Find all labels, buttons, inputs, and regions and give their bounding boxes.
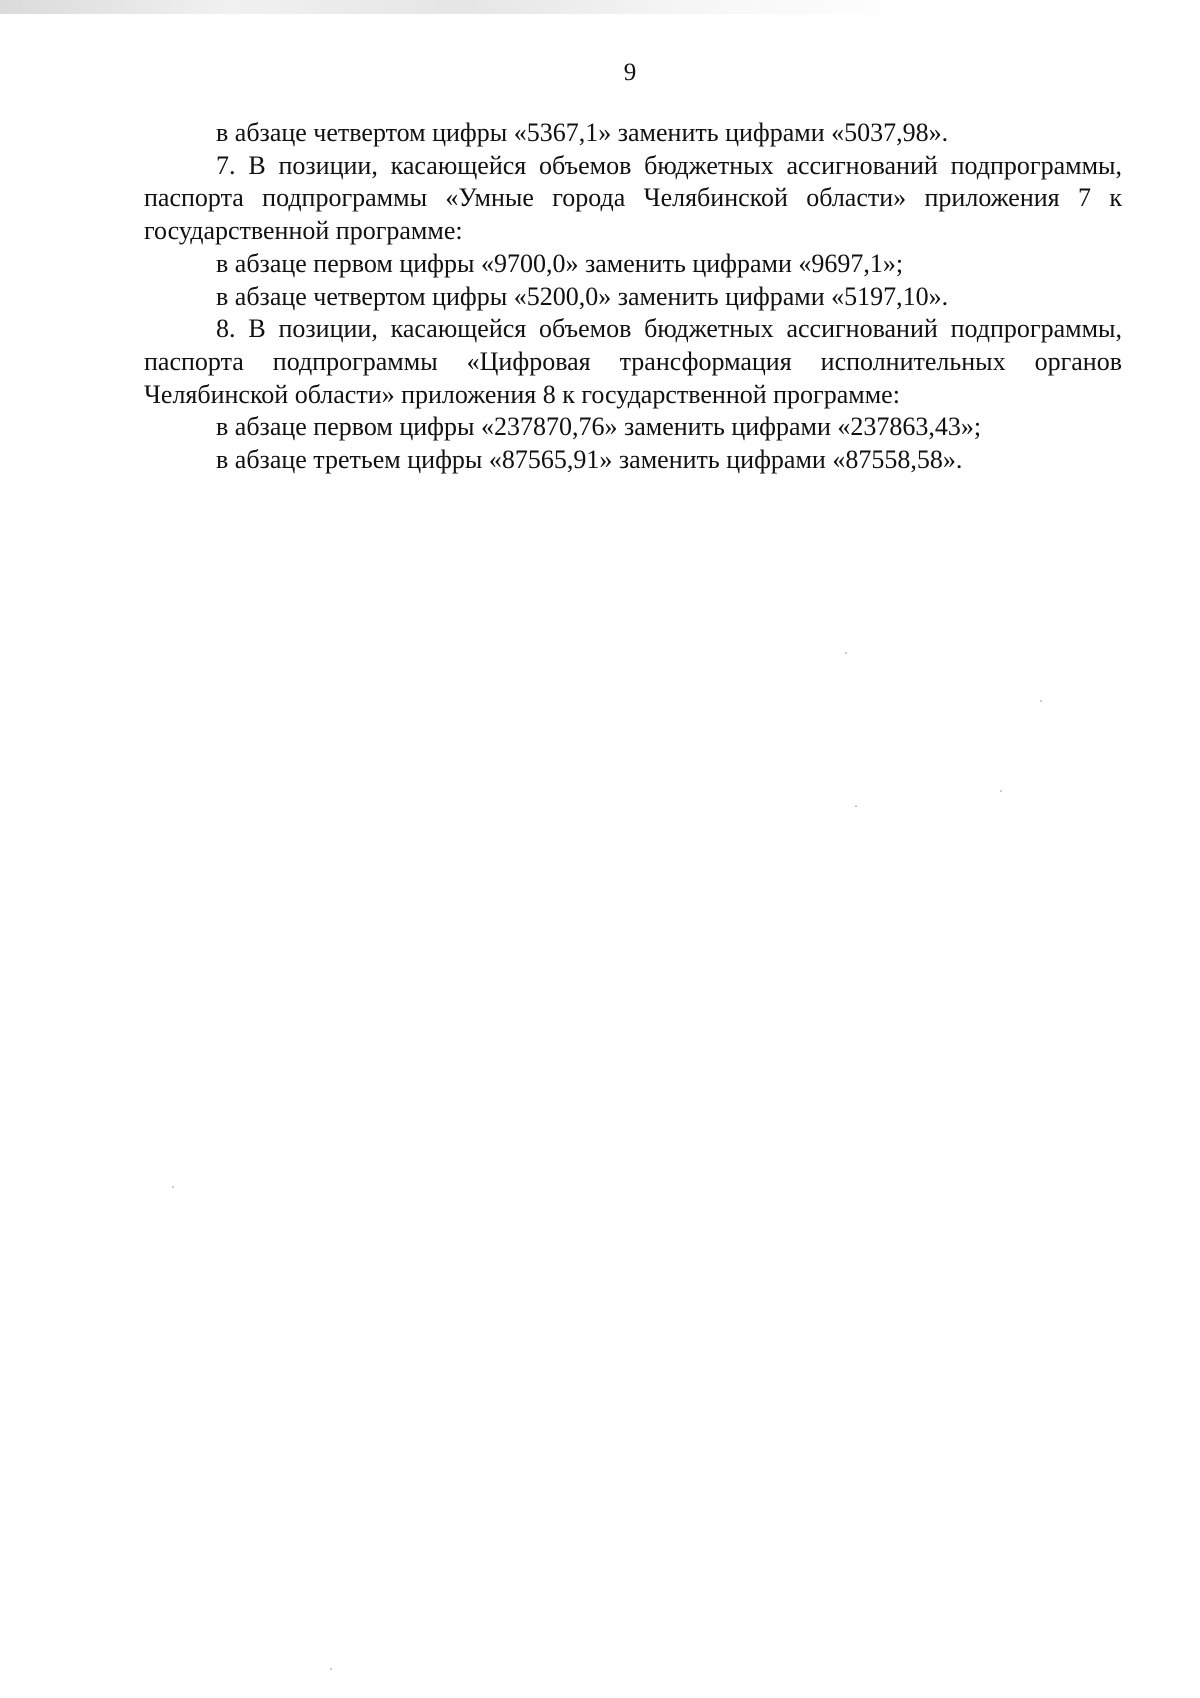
document-body [144,117,1122,477]
paragraph-item-8: 8. В позиции, касающейся объемов бюджетных ассигнований подпрограммы, паспорта подпрограммы «Цифровая трансформация исполнительных органов Челябинской области» приложения 8 к государственной программе: [144,314,1122,409]
paragraph-item-7: 7. В позиции, касающейся объемов бюджетных ассигнований подпрограммы, паспорта подпрограммы «Умные города Челябинской области» приложения 7 к государственной программе: [144,150,1122,246]
page-number: 9 [623,59,637,86]
scan-speck [172,1186,174,1188]
paragraph-6: в абзаце первом цифры «237870,76» заменить цифрами «237863,43»; [216,412,982,442]
paragraph-3: в абзаце первом цифры «9700,0» заменить цифрами «9697,1»; [216,248,904,278]
scan-speck [845,652,847,654]
scan-speck [855,805,857,807]
paragraph-7: в абзаце третьем цифры «87565,91» заменить цифрами «87558,58». [216,445,963,475]
scan-edge-artifact [0,0,920,14]
paragraph-4: в абзаце четвертом цифры «5200,0» заменить цифрами «5197,10». [216,281,949,311]
scan-speck [1040,700,1042,702]
paragraph-1: в абзаце четвертом цифры «5367,1» заменить цифрами «5037,98». [216,118,949,147]
scan-speck [1000,790,1002,792]
scan-speck [330,1668,332,1670]
